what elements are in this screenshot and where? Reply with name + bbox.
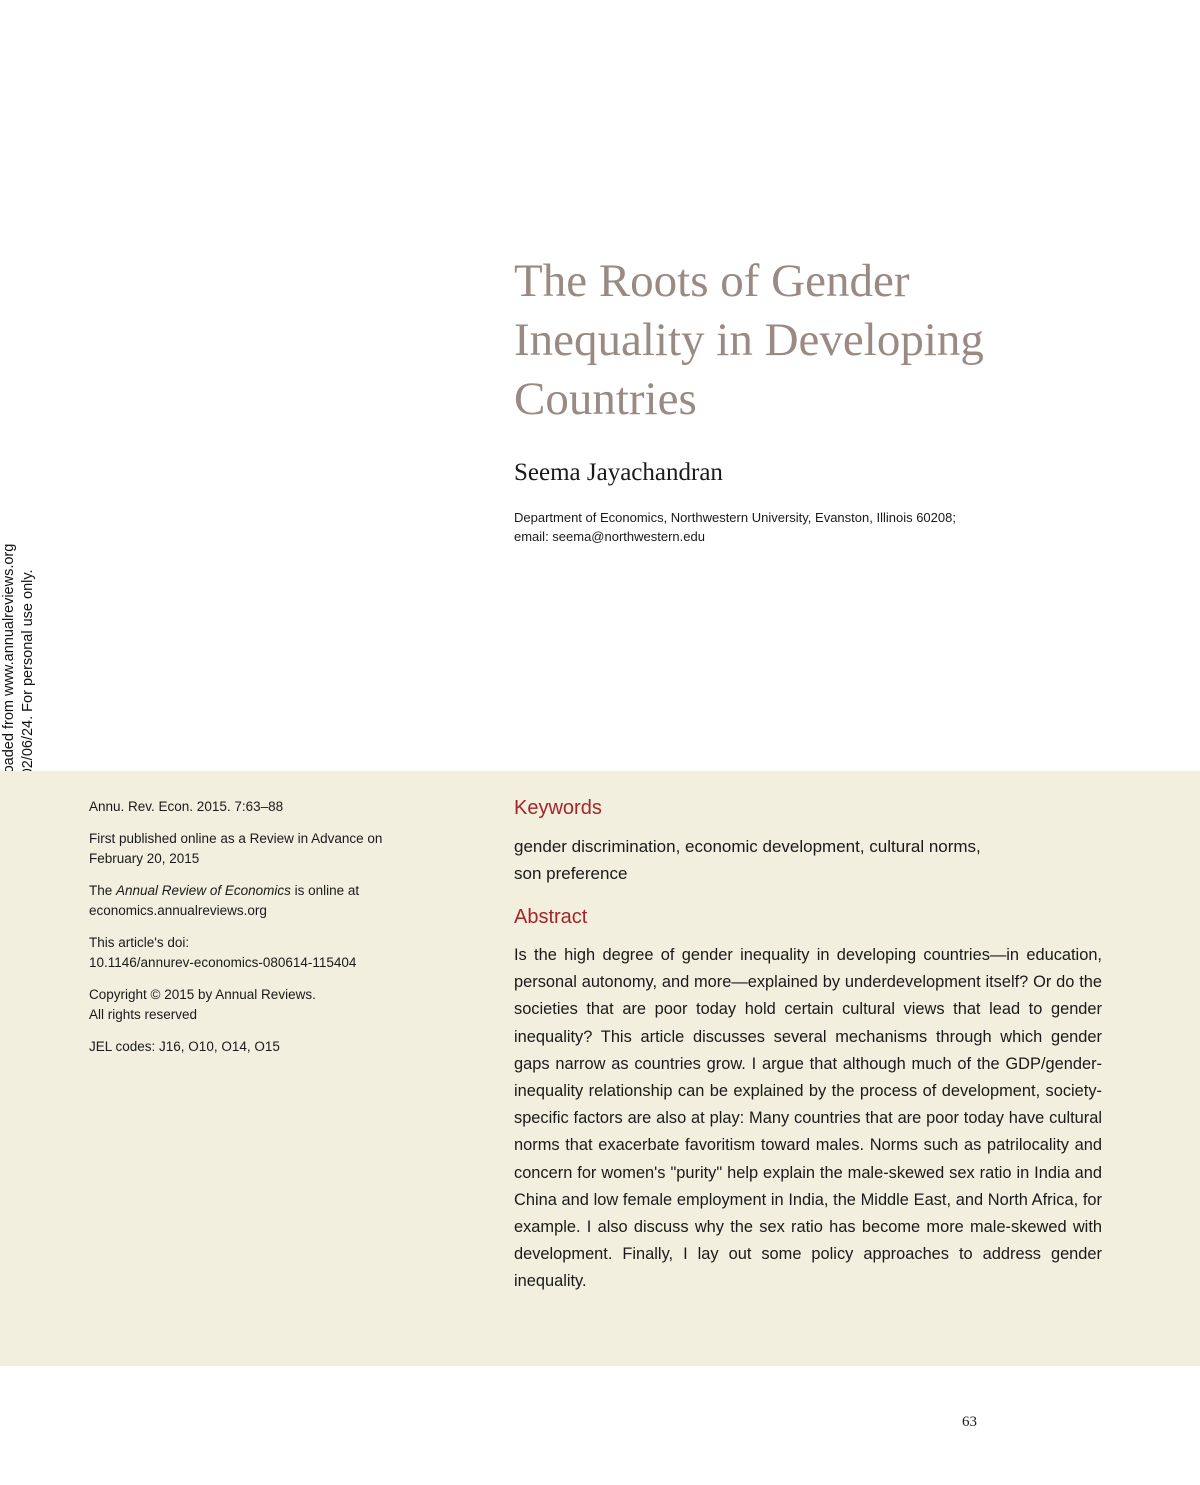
doi [89,933,449,973]
jel-codes: JEL codes: J16, O10, O14, O15 [89,1039,280,1054]
journal-online-prefix: The [89,883,117,898]
journal-url: economics.annualreviews.org [89,903,267,918]
copyright-line1: Copyright © 2015 by Annual Reviews. [89,987,316,1002]
first-published [89,829,449,869]
page-number: 63 [962,1414,977,1430]
journal-online [89,881,449,921]
article-metadata [89,797,449,1069]
author-name: Seema Jayachandran [514,459,723,486]
copyright-line2: All rights reserved [89,1007,198,1022]
keywords-line2: son preference [514,864,628,883]
keywords-line1: gender discrimination, economic development, cultural norms, [514,837,981,856]
affiliation-email: email: seema@northwestern.edu [514,529,705,544]
author-affiliation [514,508,1114,546]
first-published-date: February 20, 2015 [89,851,200,866]
copyright [89,985,449,1025]
title-line-3: Countries [514,373,697,425]
journal-name: Annual Review of Economics [116,883,291,898]
journal-online-suffix: is online at [290,883,360,898]
article-title [514,252,1134,429]
first-published-line1: First published online as a Review in Advance on [89,831,383,846]
keywords-heading: Keywords [514,797,602,819]
title-line-1: The Roots of Gender [514,255,910,307]
affiliation-department: Department of Economics, Northwestern University, Evanston, Illinois 60208; [514,510,956,525]
keywords-list [514,833,1084,887]
doi-value: 10.1146/annurev-economics-080614-115404 [89,955,357,970]
citation: Annu. Rev. Econ. 2015. 7:63–88 [89,799,284,814]
title-line-2: Inequality in Developing [514,314,984,366]
abstract-text: Is the high degree of gender inequality in developing countries—in education, personal autonomy, and more—explained by underdevelopment itself? Or do the societies that are poor today hold certain cultural views that lead to gender inequality? This article discusses several mechanisms through which gender gaps narrow as countries grow. I argue that although much of the GDP/gender-inequality relationship can be explained by the process of development, society-specific factors are also at play: Many countries that are poor today have cultural norms that exacerbate favoritism toward males. Norms such as patrilocality and concern for women's "purity" help explain the male-skewed sex ratio in India and China and low female employment in India, the Middle East, and North Africa, for example. I also discuss why the sex ratio has become more male-skewed with development. Finally, I lay out some policy approaches to address gender inequality. [514,946,1102,1291]
doi-label: This article's doi: [89,935,190,950]
abstract-heading: Abstract [514,906,588,928]
